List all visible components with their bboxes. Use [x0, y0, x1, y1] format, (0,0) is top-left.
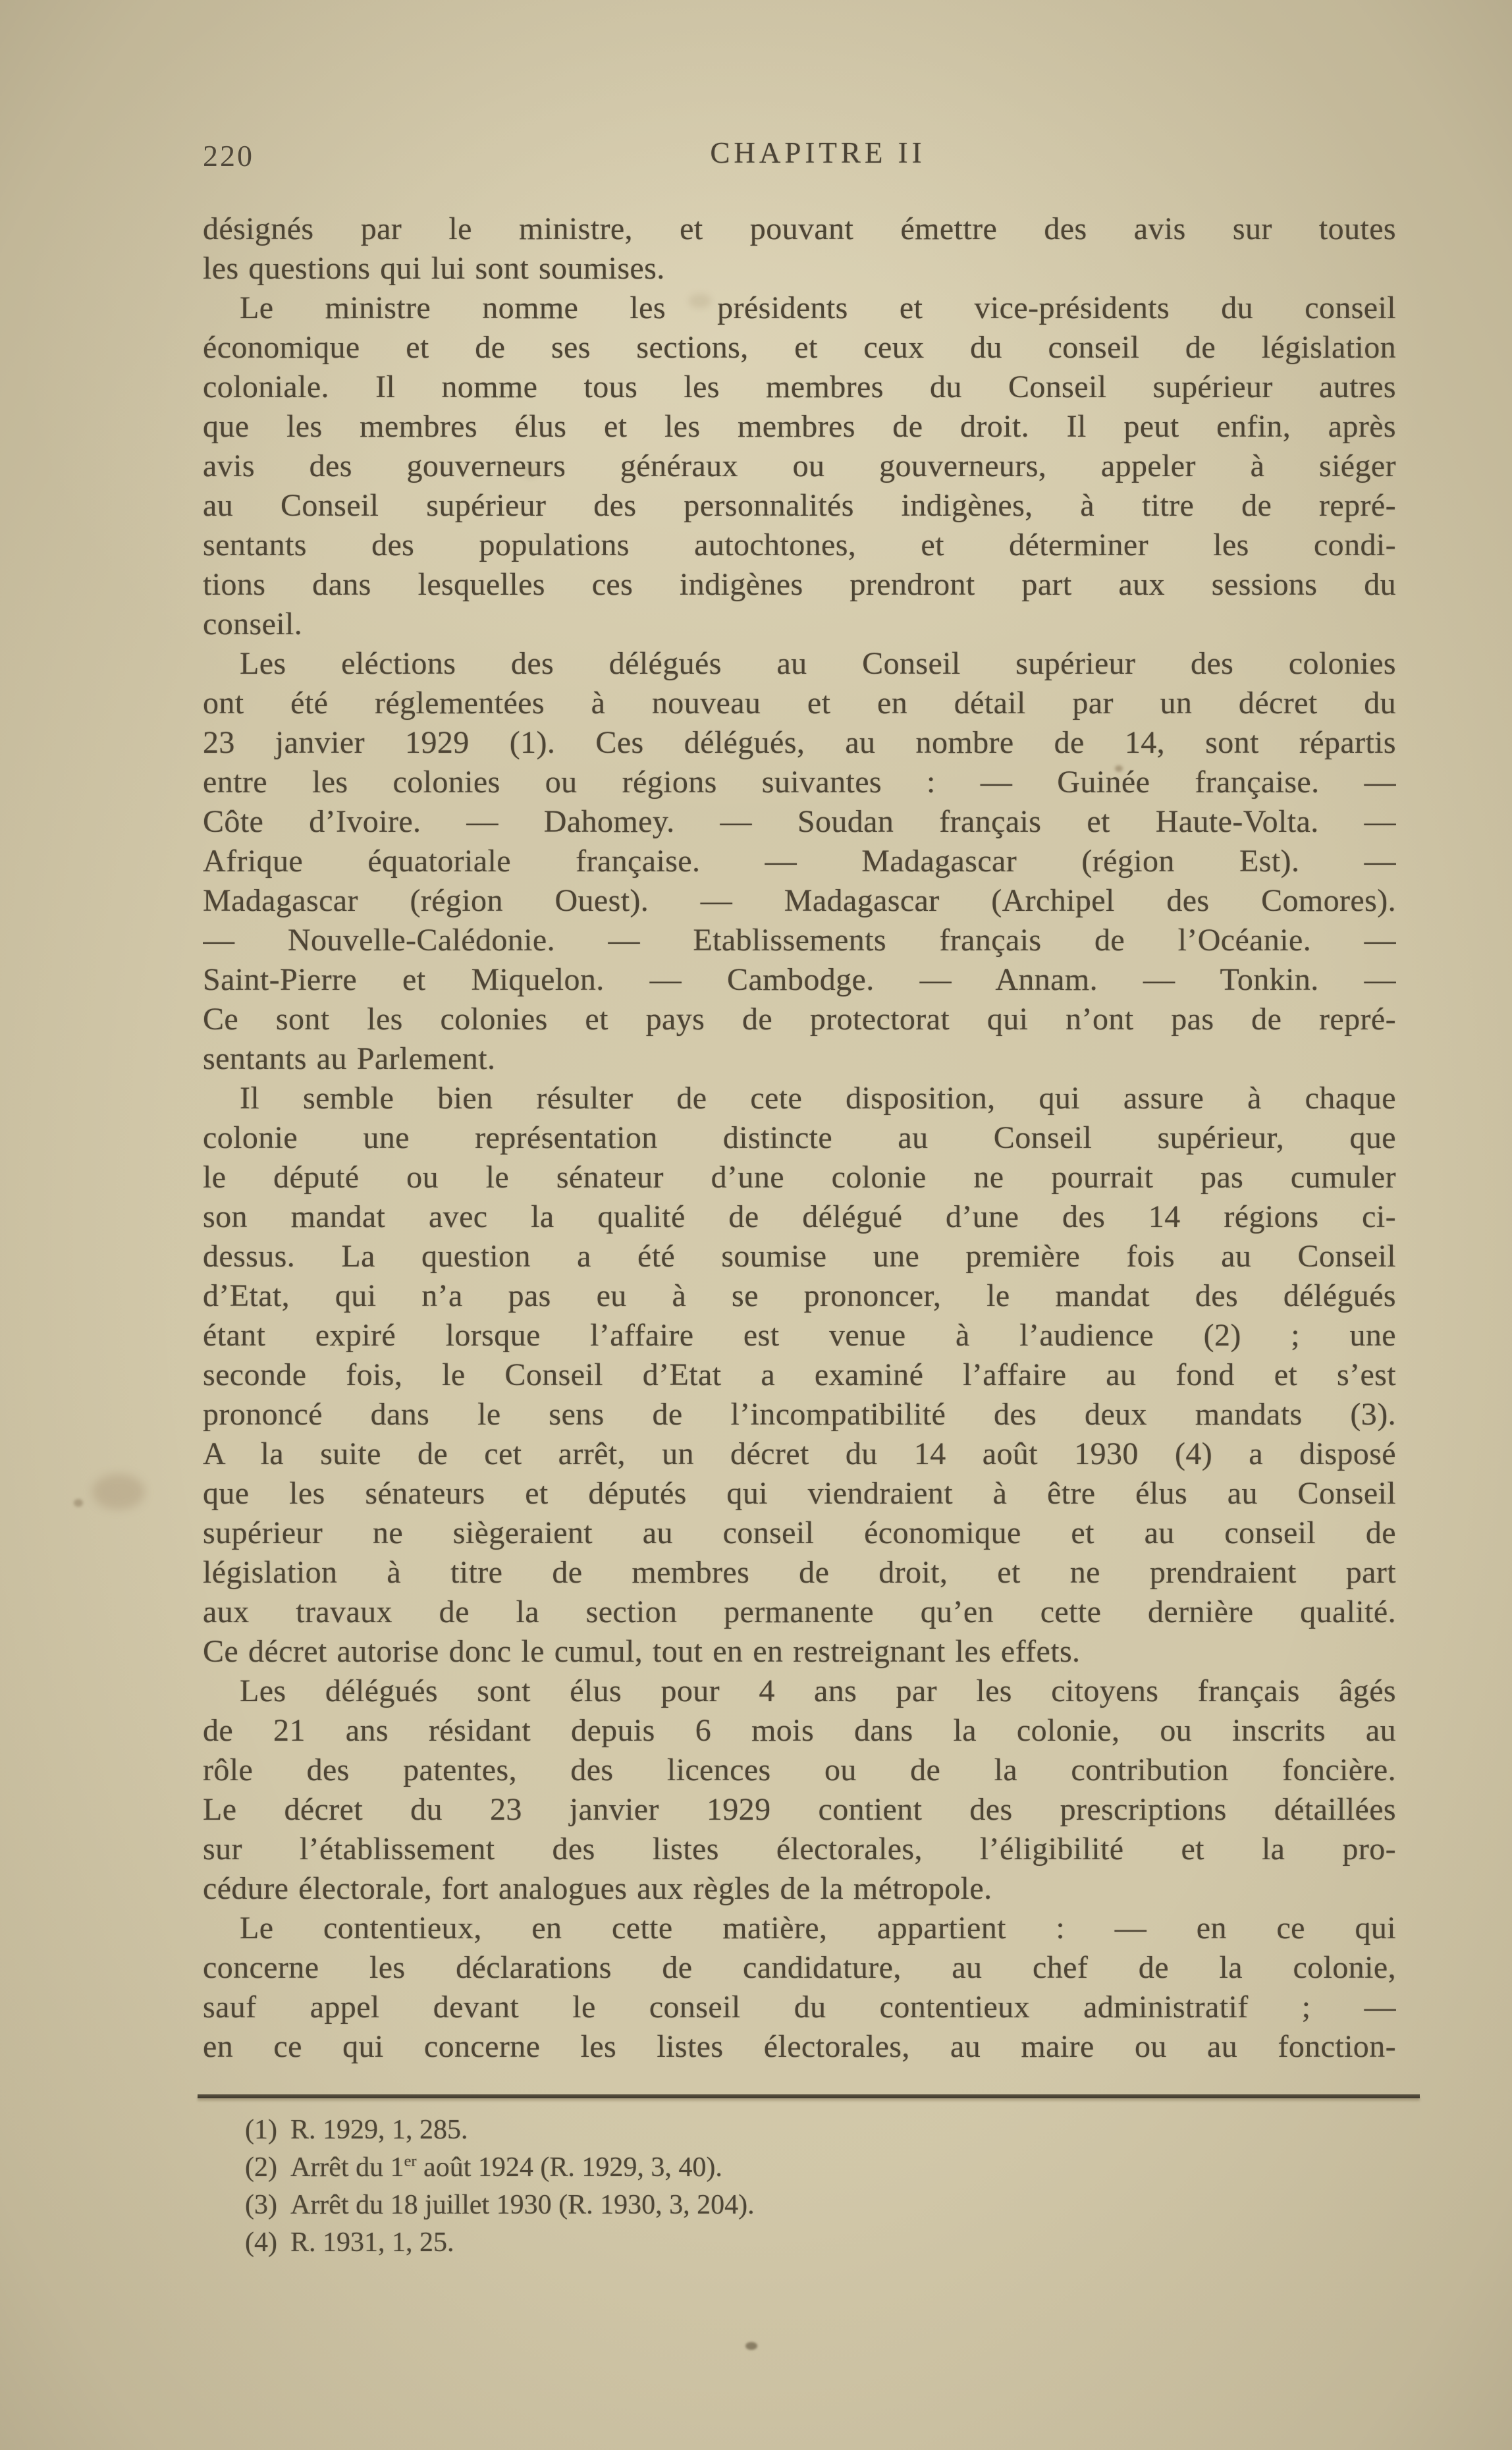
footnote-label: (2) [245, 2152, 277, 2183]
footnote-superscript: er [404, 2152, 417, 2170]
paper-smudge [92, 1474, 145, 1510]
text-line: dessus. La question a été soumise une première fois au Conseil [203, 1239, 1396, 1274]
text-line: que les sénateurs et députés qui viendraient à être élus au Conseil [203, 1476, 1396, 1511]
text-line: les questions qui lui sont soumises. [203, 251, 665, 286]
text-line: Il semble bien résulter de cete disposition, qui assure à chaque [240, 1081, 1396, 1116]
text-line: étant expiré lorsque l’affaire est venue à l’audience (2) ; une [203, 1318, 1396, 1353]
paragraph [203, 209, 1396, 288]
footnote: (2) Arrêt du 1er août 1924 (R. 1929, 3, 40). [245, 2149, 1404, 2187]
text-line: désignés par le ministre, et pouvant émettre des avis sur toutes [203, 211, 1396, 246]
page-header [203, 136, 1396, 175]
text-line: Afrique équatoriale française. — Madagascar (région Est). — [203, 844, 1396, 879]
text-line: sentants des populations autochtones, et déterminer les condi- [203, 528, 1396, 562]
footnote: (4) R. 1931, 1, 25. [245, 2224, 1404, 2262]
footnote-label: (3) [245, 2190, 277, 2220]
text-line: seconde fois, le Conseil d’Etat a examiné l’affaire au fond et s’est [203, 1357, 1396, 1392]
text-line: sur l’établissement des listes électorales, l’éligibilité et la pro- [203, 1832, 1396, 1866]
text-line: concerne les déclarations de candidature, au chef de la colonie, [203, 1950, 1396, 1985]
chapter-title: CHAPITRE II [710, 136, 926, 169]
paper-speck [74, 1499, 83, 1507]
footnote-divider [198, 2094, 1420, 2098]
text-line: Le décret du 23 janvier 1929 contient des prescriptions détaillées [203, 1792, 1396, 1827]
text-block [203, 209, 1396, 2067]
text-line: Le contentieux, en cette matière, appartient : — en ce qui [240, 1911, 1396, 1946]
footnote-label: (4) [245, 2227, 277, 2258]
paragraph [203, 1079, 1396, 1672]
text-line: que les membres élus et les membres de droit. Il peut enfin, après [203, 409, 1396, 444]
text-line: A la suite de cet arrêt, un décret du 14 août 1930 (4) a disposé [203, 1436, 1396, 1471]
footnote: (3) Arrêt du 18 juillet 1930 (R. 1930, 3, 204). [245, 2187, 1404, 2224]
text-line: prononcé dans le sens de l’incompatibilité des deux mandats (3). [203, 1397, 1396, 1432]
text-line: le député ou le sénateur d’une colonie ne pourrait pas cumuler [203, 1160, 1396, 1195]
text-line: Les délégués sont élus pour 4 ans par les citoyens français âgés [240, 1674, 1396, 1708]
page-number: 220 [203, 139, 254, 173]
text-line: sentants au Parlement. [203, 1041, 496, 1076]
text-line: entre les colonies ou régions suivantes : — Guinée française. — [203, 765, 1396, 800]
text-line: rôle des patentes, des licences ou de la contribution foncière. [203, 1753, 1396, 1787]
text-line: aux travaux de la section permanente qu’en cette dernière qualité. [203, 1594, 1396, 1629]
footnote-label: (1) [245, 2115, 277, 2145]
text-line: d’Etat, qui n’a pas eu à se prononcer, le mandat des délégués [203, 1278, 1396, 1313]
paragraph [203, 1909, 1396, 2067]
paragraph [203, 644, 1396, 1079]
text-line: — Nouvelle-Calédonie. — Etablissements français de l’Océanie. — [203, 923, 1396, 958]
paragraph [203, 1672, 1396, 1909]
text-line: tions dans lesquelles ces indigènes prendront part aux sessions du [203, 567, 1396, 602]
text-line: Madagascar (région Ouest). — Madagascar (Archipel des Comores). [203, 883, 1396, 918]
text-line: avis des gouverneurs généraux ou gouverneurs, appeler à siéger [203, 449, 1396, 483]
text-line: Côte d’Ivoire. — Dahomey. — Soudan français et Haute-Volta. — [203, 804, 1396, 839]
text-line: cédure électorale, fort analogues aux règles de la métropole. [203, 1871, 992, 1906]
text-line: Le ministre nomme les présidents et vice-présidents du conseil [240, 290, 1396, 325]
text-line: son mandat avec la qualité de délégué d’une des 14 régions ci- [203, 1199, 1396, 1234]
text-line: Ce décret autorise donc le cumul, tout en en restreignant les effets. [203, 1634, 1081, 1669]
text-line: conseil. [203, 607, 303, 641]
paragraph [203, 288, 1396, 644]
paper-speck [745, 2342, 757, 2350]
text-line: colonie une représentation distincte au Conseil supérieur, que [203, 1120, 1396, 1155]
text-line: Saint-Pierre et Miquelon. — Cambodge. — Annam. — Tonkin. — [203, 962, 1396, 997]
text-line: de 21 ans résidant depuis 6 mois dans la colonie, ou inscrits au [203, 1713, 1396, 1748]
footnotes-list [245, 2111, 1404, 2262]
text-line: en ce qui concerne les listes électorales, au maire ou au fonction- [203, 2029, 1396, 2064]
text-line: au Conseil supérieur des personnalités indigènes, à titre de repré- [203, 488, 1396, 523]
text-line: législation à titre de membres de droit, et ne prendraient part [203, 1555, 1396, 1590]
text-line: économique et de ses sections, et ceux du conseil de législation [203, 330, 1396, 365]
text-line: 23 janvier 1929 (1). Ces délégués, au nombre de 14, sont répartis [203, 725, 1396, 760]
footnote: (1) R. 1929, 1, 285. [245, 2111, 1404, 2149]
text-line: sauf appel devant le conseil du contentieux administratif ; — [203, 1990, 1396, 2025]
text-line: Ce sont les colonies et pays de protectorat qui n’ont pas de repré- [203, 1002, 1396, 1037]
text-line: ont été réglementées à nouveau et en détail par un décret du [203, 686, 1396, 721]
text-line: supérieur ne siègeraient au conseil économique et au conseil de [203, 1515, 1396, 1550]
text-line: Les eléctions des délégués au Conseil supérieur des colonies [240, 646, 1396, 681]
text-line: coloniale. Il nomme tous les membres du Conseil supérieur autres [203, 369, 1396, 404]
